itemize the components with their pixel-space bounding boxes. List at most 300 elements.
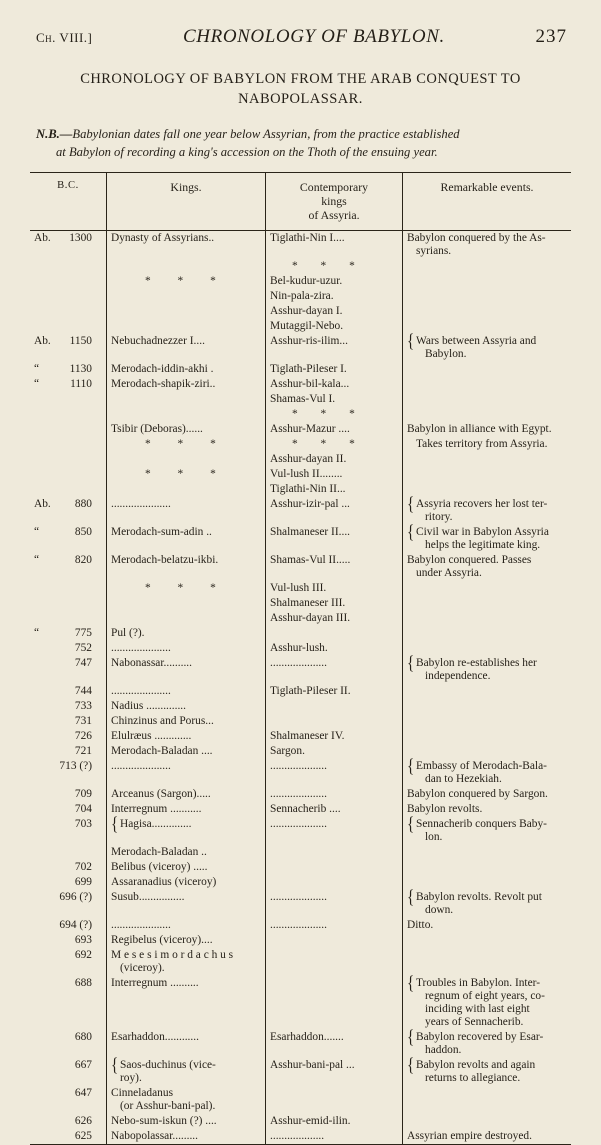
cell-kings xyxy=(107,626,266,641)
cell-assyria xyxy=(266,656,403,684)
bc-prefix xyxy=(34,715,51,728)
cell-bc xyxy=(30,1030,107,1058)
assyria-text: Sargon. xyxy=(270,744,305,757)
cell-assyria xyxy=(266,744,403,759)
events-line: dan to Hezekiah. xyxy=(425,772,502,785)
cell-events xyxy=(403,744,572,759)
cell-bc xyxy=(30,553,107,581)
events-line: Babylon conquered by Sargon. xyxy=(407,787,548,800)
cell-bc xyxy=(30,933,107,948)
cell-kings xyxy=(107,304,266,319)
cell-kings xyxy=(107,860,266,875)
table-row xyxy=(30,699,571,714)
table-row xyxy=(30,744,571,759)
cell-kings xyxy=(107,407,266,422)
table-row xyxy=(30,860,571,875)
bc-prefix xyxy=(34,760,51,773)
kings-text: Dynasty of Assyrians.. xyxy=(111,231,215,244)
events-line: Troubles in Babylon. Inter- xyxy=(416,976,541,989)
cell-kings xyxy=(107,787,266,802)
kings-text: * * * xyxy=(145,581,228,594)
cell-bc xyxy=(30,845,107,860)
bc-year: 721 xyxy=(74,744,92,757)
cell-assyria xyxy=(266,817,403,845)
cell-events xyxy=(403,304,572,319)
cell-kings xyxy=(107,482,266,497)
bc-year: 744 xyxy=(74,684,92,697)
kings-text: Cinneladanus xyxy=(111,1086,174,1099)
cell-events xyxy=(403,699,572,714)
cell-kings xyxy=(107,377,266,392)
assyria-text: Sennacherib .... xyxy=(270,802,341,815)
cell-assyria xyxy=(266,787,403,802)
bc-prefix xyxy=(34,1130,51,1143)
kings-text: { Hagisa.............. xyxy=(111,818,192,830)
cell-bc xyxy=(30,497,107,525)
table-row xyxy=(30,362,571,377)
bc-prefix xyxy=(34,934,51,947)
bc-prefix xyxy=(34,1087,51,1100)
assyria-text: * * * xyxy=(292,259,365,272)
assyria-text: Asshur-emid-ilin. xyxy=(270,1114,351,1127)
cell-assyria xyxy=(266,890,403,918)
cell-bc xyxy=(30,626,107,641)
events-line: returns to allegiance. xyxy=(425,1071,521,1084)
cell-events xyxy=(403,1114,572,1129)
assyria-text: Tiglath-Pileser I. xyxy=(270,362,347,375)
cell-bc xyxy=(30,274,107,289)
cell-kings xyxy=(107,641,266,656)
events-line: Babylon re-establishes her xyxy=(416,656,537,669)
bc-prefix: “ xyxy=(34,626,40,639)
events-text xyxy=(407,526,567,552)
kings-text: Regibelus (viceroy).... xyxy=(111,933,213,946)
bc-prefix xyxy=(34,788,51,801)
bc-prefix xyxy=(34,861,51,874)
cell-events xyxy=(403,319,572,334)
cell-assyria xyxy=(266,230,403,259)
cell-bc xyxy=(30,948,107,976)
kings-text: ..................... xyxy=(111,684,171,697)
note-line1: Babylonian dates fall one year below Assyrian, from the practice established xyxy=(72,127,460,142)
assyria-text: Bel-kudur-uzur. xyxy=(270,274,343,287)
running-head xyxy=(36,26,567,48)
cell-bc xyxy=(30,714,107,729)
events-text xyxy=(407,1059,567,1085)
bc-prefix: Ab. xyxy=(34,334,51,347)
assyria-text: Asshur-izir-pal ... xyxy=(270,497,350,510)
cell-events xyxy=(403,230,572,259)
assyria-text: .................... xyxy=(270,759,327,772)
bc-year: 1130 xyxy=(69,362,92,375)
table-row xyxy=(30,875,571,890)
kings-text: * * * xyxy=(145,437,228,450)
cell-assyria xyxy=(266,875,403,890)
cell-assyria xyxy=(266,289,403,304)
events-line: under Assyria. xyxy=(416,566,482,579)
cell-bc xyxy=(30,1086,107,1114)
cell-kings xyxy=(107,525,266,553)
bc-prefix xyxy=(34,1115,51,1128)
cell-events xyxy=(403,452,572,467)
assyria-text: Asshur-dayan I. xyxy=(270,304,343,317)
events-line: Takes territory from Assyria. xyxy=(416,437,548,450)
table-row xyxy=(30,845,571,860)
table-row xyxy=(30,729,571,744)
table-row xyxy=(30,817,571,845)
table-row xyxy=(30,525,571,553)
cell-bc xyxy=(30,641,107,656)
cell-assyria xyxy=(266,845,403,860)
assyria-text: * * * xyxy=(292,407,365,420)
cell-bc xyxy=(30,729,107,744)
cell-kings xyxy=(107,1030,266,1058)
cell-events xyxy=(403,845,572,860)
bc-prefix xyxy=(34,891,51,904)
cell-bc xyxy=(30,422,107,437)
events-text xyxy=(407,803,567,816)
bc-year: 667 xyxy=(74,1058,92,1071)
cell-events xyxy=(403,596,572,611)
cell-assyria xyxy=(266,626,403,641)
assyria-text: Nin-pala-zira. xyxy=(270,289,334,302)
table-row xyxy=(30,289,571,304)
bc-year: 775 xyxy=(74,626,92,639)
assyria-text: ................... xyxy=(270,1129,325,1142)
events-line: Babylon revolts. Revolt put xyxy=(416,890,542,903)
cell-kings xyxy=(107,1129,266,1145)
cell-kings xyxy=(107,845,266,860)
bc-prefix xyxy=(34,818,51,831)
page-number: 237 xyxy=(535,26,567,47)
col-header-assyria-l1: Contemporary xyxy=(299,179,369,194)
cell-bc xyxy=(30,787,107,802)
events-line: ritory. xyxy=(425,510,453,523)
cell-kings xyxy=(107,976,266,1030)
table-row xyxy=(30,1030,571,1058)
cell-bc xyxy=(30,611,107,626)
cell-bc xyxy=(30,684,107,699)
assyria-text: Mutaggil-Nebo. xyxy=(270,319,344,332)
cell-bc xyxy=(30,407,107,422)
cell-kings xyxy=(107,319,266,334)
bc-year: 747 xyxy=(74,656,92,669)
events-line: haddon. xyxy=(425,1043,462,1056)
cell-kings xyxy=(107,362,266,377)
cell-events xyxy=(403,467,572,482)
table-row xyxy=(30,1129,571,1145)
kings-text-cont: (or Asshur-bani-pal). xyxy=(120,1099,216,1112)
cell-assyria xyxy=(266,525,403,553)
cell-assyria xyxy=(266,377,403,392)
assyria-text: .................... xyxy=(270,656,327,669)
bc-year: 688 xyxy=(74,976,92,989)
cell-kings xyxy=(107,1058,266,1086)
cell-kings xyxy=(107,1086,266,1114)
kings-text: ..................... xyxy=(111,759,171,772)
bc-prefix: “ xyxy=(34,362,40,375)
table-row xyxy=(30,259,571,274)
bc-prefix: Ab. xyxy=(34,497,51,510)
events-text xyxy=(407,438,567,451)
cell-bc xyxy=(30,744,107,759)
chronology-table xyxy=(30,172,571,1145)
assyria-text: .................... xyxy=(270,787,327,800)
cell-kings xyxy=(107,452,266,467)
kings-text: ..................... xyxy=(111,641,171,654)
cell-assyria xyxy=(266,596,403,611)
kings-text-cont: roy). xyxy=(120,1071,142,1084)
kings-text: Merodach-shapik-ziri.. xyxy=(111,377,216,390)
cell-kings xyxy=(107,596,266,611)
table-row xyxy=(30,787,571,802)
cell-events xyxy=(403,334,572,362)
cell-events xyxy=(403,1086,572,1114)
cell-events xyxy=(403,714,572,729)
cell-kings xyxy=(107,684,266,699)
events-line: Babylon in alliance with Egypt. xyxy=(407,422,552,435)
table-row xyxy=(30,482,571,497)
assyria-text: .................... xyxy=(270,918,327,931)
kings-text: ..................... xyxy=(111,497,171,510)
events-text xyxy=(407,335,567,361)
bc-year: 694 (?) xyxy=(59,918,92,931)
cell-kings xyxy=(107,422,266,437)
cell-events xyxy=(403,890,572,918)
events-text xyxy=(407,232,567,258)
kings-text: Nebo-sum-iskun (?) .... xyxy=(111,1114,217,1127)
assyria-text: Shalmaneser III. xyxy=(270,596,346,609)
table-row xyxy=(30,948,571,976)
bc-year: 680 xyxy=(74,1030,92,1043)
table-row xyxy=(30,377,571,392)
events-text xyxy=(407,423,567,436)
events-line: Babylon conquered by the As- xyxy=(407,231,546,244)
kings-text: Elulræus ............. xyxy=(111,729,192,742)
cell-bc xyxy=(30,1114,107,1129)
cell-assyria xyxy=(266,948,403,976)
cell-kings xyxy=(107,933,266,948)
bc-year: 880 xyxy=(74,497,92,510)
assyria-text: Shamas-Vul II..... xyxy=(270,553,351,566)
col-header-assyria xyxy=(266,172,403,230)
kings-text: Assaranadius (viceroy) xyxy=(111,875,217,888)
events-text xyxy=(407,760,567,786)
bc-prefix xyxy=(34,657,51,670)
cell-bc xyxy=(30,860,107,875)
bc-prefix xyxy=(34,803,51,816)
bc-prefix xyxy=(34,700,51,713)
table-row xyxy=(30,596,571,611)
cell-kings xyxy=(107,759,266,787)
cell-kings xyxy=(107,699,266,714)
cell-bc xyxy=(30,377,107,392)
cell-events xyxy=(403,918,572,933)
bc-prefix: “ xyxy=(34,377,40,390)
note-block xyxy=(30,125,571,162)
table-row xyxy=(30,274,571,289)
assyria-text: Shalmaneser II.... xyxy=(270,525,351,538)
cell-events xyxy=(403,553,572,581)
cell-events xyxy=(403,259,572,274)
assyria-text: Tiglathi-Nin I.... xyxy=(270,231,345,244)
cell-assyria xyxy=(266,1030,403,1058)
cell-assyria xyxy=(266,437,403,452)
col-header-events: Remarkable events. xyxy=(403,172,572,230)
cell-assyria xyxy=(266,422,403,437)
bc-prefix xyxy=(34,977,51,990)
cell-events xyxy=(403,611,572,626)
cell-bc xyxy=(30,392,107,407)
assyria-text: Asshur-Mazur .... xyxy=(270,422,350,435)
cell-events xyxy=(403,948,572,976)
bc-year: 696 (?) xyxy=(59,890,92,903)
bc-year: 752 xyxy=(74,641,92,654)
cell-bc xyxy=(30,304,107,319)
cell-assyria xyxy=(266,467,403,482)
assyria-text: Esarhaddon....... xyxy=(270,1030,344,1043)
kings-text: Nadius .............. xyxy=(111,699,186,712)
bc-year: 713 (?) xyxy=(59,759,92,772)
bc-prefix: Ab. xyxy=(34,231,51,244)
bc-year: 626 xyxy=(74,1114,92,1127)
kings-text: Merodach-belatzu-ikbi. xyxy=(111,553,219,566)
events-text xyxy=(407,554,567,580)
table-row xyxy=(30,1114,571,1129)
cell-events xyxy=(403,1030,572,1058)
running-title: CHRONOLOGY OF BABYLON. xyxy=(183,26,445,47)
cell-events xyxy=(403,581,572,596)
assyria-text: .................... xyxy=(270,817,327,830)
cell-kings xyxy=(107,230,266,259)
table-row xyxy=(30,392,571,407)
cell-kings xyxy=(107,948,266,976)
cell-kings xyxy=(107,553,266,581)
events-line: independence. xyxy=(425,669,491,682)
cell-events xyxy=(403,802,572,817)
cell-assyria xyxy=(266,641,403,656)
cell-bc xyxy=(30,334,107,362)
events-text xyxy=(407,1130,567,1143)
cell-bc xyxy=(30,467,107,482)
bc-prefix xyxy=(34,949,51,962)
bc-year: 1150 xyxy=(69,334,92,347)
cell-kings xyxy=(107,918,266,933)
events-line: Babylon recovered by Esar- xyxy=(416,1030,544,1043)
cell-events xyxy=(403,787,572,802)
cell-events xyxy=(403,976,572,1030)
cell-kings xyxy=(107,890,266,918)
events-line: Assyrian empire destroyed. xyxy=(407,1129,532,1142)
bc-prefix xyxy=(34,730,51,743)
col-header-assyria-l2: kings xyxy=(321,194,347,209)
cell-assyria xyxy=(266,729,403,744)
cell-assyria xyxy=(266,334,403,362)
bc-year: 1110 xyxy=(70,377,92,390)
kings-text: Merodach-Baladan .. xyxy=(111,845,207,858)
bc-year: 692 xyxy=(74,948,92,961)
cell-assyria xyxy=(266,1058,403,1086)
bc-prefix xyxy=(34,1031,51,1044)
table-row xyxy=(30,1058,571,1086)
cell-assyria xyxy=(266,1129,403,1145)
cell-kings xyxy=(107,334,266,362)
assyria-text: Vul-lush III. xyxy=(270,581,327,594)
table-head xyxy=(30,172,571,230)
cell-events xyxy=(403,274,572,289)
table-row xyxy=(30,581,571,596)
cell-kings xyxy=(107,259,266,274)
col-header-kings: Kings. xyxy=(107,172,266,230)
cell-bc xyxy=(30,319,107,334)
page-title xyxy=(30,70,571,109)
kings-text: Susub................ xyxy=(111,890,185,903)
table-row xyxy=(30,553,571,581)
cell-assyria xyxy=(266,482,403,497)
table-row xyxy=(30,319,571,334)
col-header-bc: B.C. xyxy=(30,172,107,230)
events-text xyxy=(407,891,567,917)
table-row xyxy=(30,611,571,626)
table-row xyxy=(30,656,571,684)
cell-assyria xyxy=(266,611,403,626)
cell-kings xyxy=(107,714,266,729)
kings-text: Interregnum ........... xyxy=(111,802,202,815)
cell-bc xyxy=(30,759,107,787)
events-text xyxy=(407,498,567,524)
cell-assyria xyxy=(266,362,403,377)
bc-prefix xyxy=(34,642,51,655)
cell-events xyxy=(403,626,572,641)
cell-kings xyxy=(107,875,266,890)
events-line: Embassy of Merodach-Bala- xyxy=(416,759,547,772)
cell-events xyxy=(403,407,572,422)
kings-text: Belibus (viceroy) ..... xyxy=(111,860,208,873)
events-line: Sennacherib conquers Baby- xyxy=(416,817,547,830)
table-row xyxy=(30,452,571,467)
cell-assyria xyxy=(266,860,403,875)
cell-kings xyxy=(107,802,266,817)
cell-bc xyxy=(30,362,107,377)
cell-bc xyxy=(30,976,107,1030)
cell-events xyxy=(403,641,572,656)
cell-kings xyxy=(107,274,266,289)
cell-assyria xyxy=(266,553,403,581)
bc-year: 1300 xyxy=(69,231,92,244)
cell-events xyxy=(403,482,572,497)
bc-year: 702 xyxy=(74,860,92,873)
cell-events xyxy=(403,933,572,948)
events-line: inciding with last eight xyxy=(425,1002,530,1015)
events-text xyxy=(407,788,567,801)
cell-events xyxy=(403,729,572,744)
cell-assyria xyxy=(266,581,403,596)
bc-year: 850 xyxy=(74,525,92,538)
table-row xyxy=(30,933,571,948)
assyria-text: Asshur-bil-kala... xyxy=(270,377,350,390)
bc-year: 820 xyxy=(74,553,92,566)
cell-events xyxy=(403,759,572,787)
events-line: Ditto. xyxy=(407,918,434,931)
kings-text: Pul (?). xyxy=(111,626,145,639)
kings-text: Merodach-Baladan .... xyxy=(111,744,213,757)
bc-year: 625 xyxy=(74,1129,92,1142)
kings-text: * * * xyxy=(145,467,228,480)
cell-events xyxy=(403,1129,572,1145)
cell-assyria xyxy=(266,933,403,948)
cell-events xyxy=(403,1058,572,1086)
assyria-text: Asshur-ris-ilim... xyxy=(270,334,348,347)
